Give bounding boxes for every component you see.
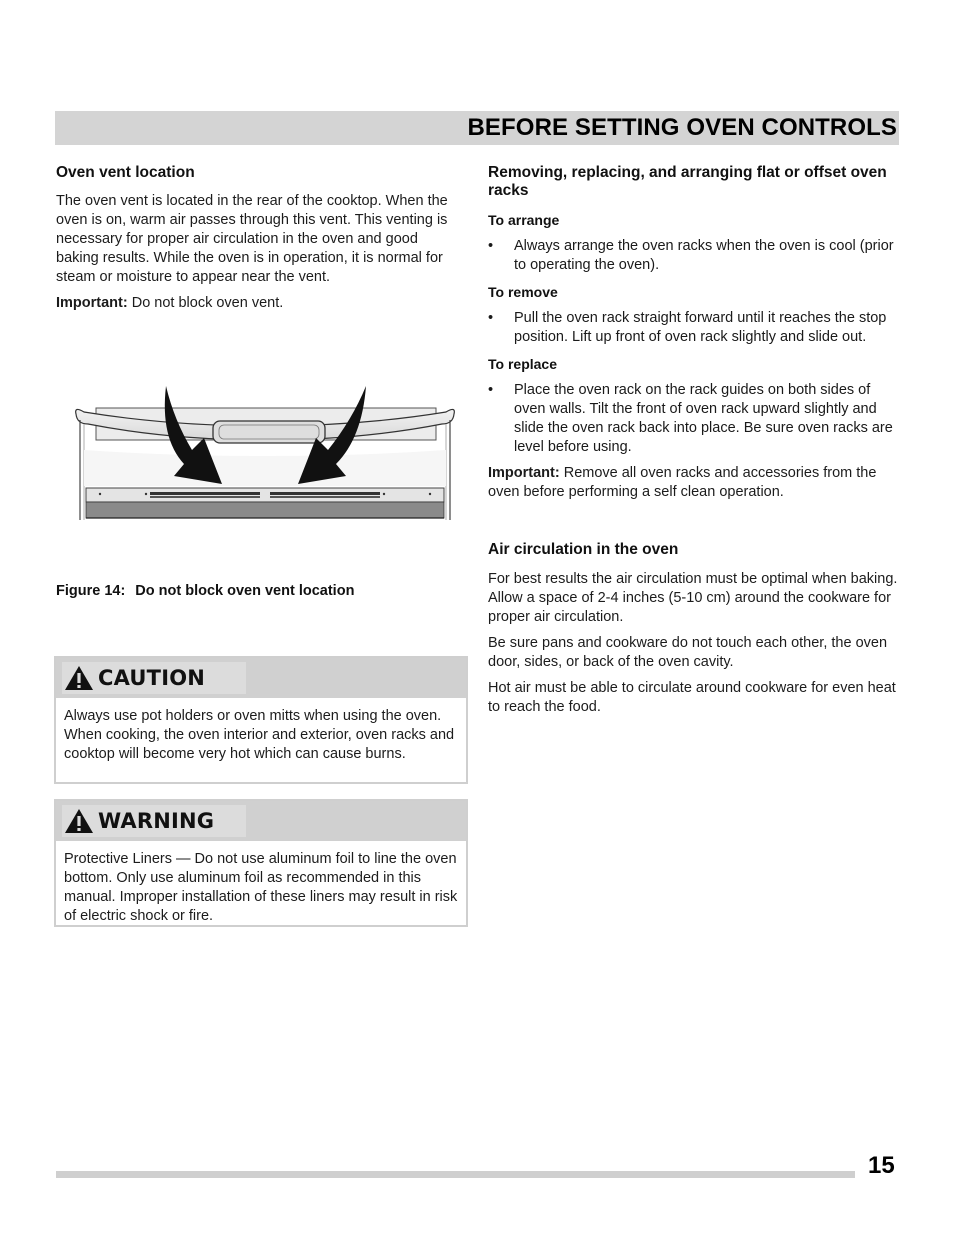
figure-caption <box>56 583 354 599</box>
important-label: Important: <box>56 295 128 311</box>
vent-important <box>56 294 464 313</box>
replace-bullet <box>488 381 898 457</box>
air-heading: Air circulation in the oven <box>488 541 679 558</box>
page-number: 15 <box>868 1152 895 1179</box>
bullet-dot: • <box>488 310 494 326</box>
air-paragraph-3: Hot air must be able to circulate around cookware for even heat to reach the food. <box>488 680 896 715</box>
warning-box <box>54 799 468 927</box>
racks-important <box>488 464 898 502</box>
header-bar <box>55 111 899 145</box>
arrange-bullet <box>488 237 898 275</box>
warning-text: Protective Liners — Do not use aluminum foil to line the oven bottom. Only use aluminum foil as recommended in this manual. Improper installation of these liners may result in risk of electric shock or fire. <box>64 851 458 924</box>
vent-paragraph: The oven vent is located in the rear of the cooktop. When the oven is on, warm air passes through this vent. This venting is necessary for proper air circulation in the oven and good baking results. While the oven is in operation, it is normal for steam or moisture to appear near the vent. <box>56 193 448 285</box>
caution-text: Always use pot holders or oven mitts when using the oven. When cooking, the oven interior and exterior, oven racks and cooktop will become very hot which can cause burns. <box>64 708 455 762</box>
remove-bullet <box>488 309 898 347</box>
figure-caption-text: Do not block oven vent location <box>135 583 355 599</box>
display-window <box>213 421 325 443</box>
vent-heading: Oven vent location <box>56 164 195 181</box>
remove-heading: To remove <box>488 284 558 300</box>
footer-bar <box>56 1171 855 1178</box>
racks-heading: Removing, replacing, and arranging flat or offset oven racks <box>488 164 887 199</box>
figure-label: Figure 14: <box>56 583 126 599</box>
right-column <box>488 164 898 717</box>
warning-triangle-icon <box>64 808 94 834</box>
important-text: Remove all oven racks and accessories from the oven before performing a self clean operation. <box>488 465 877 500</box>
bullet-dot: • <box>488 238 494 254</box>
warning-header <box>56 801 466 841</box>
replace-text: Place the oven rack on the rack guides on both sides of oven walls. Tilt the front of oven rack upward slightly and slide the oven rack back into place. Be sure oven racks are level before using. <box>514 382 893 455</box>
air-paragraph-2: Be sure pans and cookware do not touch each other, the oven door, sides, or back of the oven cavity. <box>488 635 888 670</box>
warning-triangle-icon <box>64 665 94 691</box>
important-label: Important: <box>488 465 560 481</box>
bullet-dot: • <box>488 382 494 398</box>
caution-header <box>56 658 466 698</box>
warning-word: WARNING <box>98 809 215 833</box>
air-paragraph-1: For best results the air circulation must be optimal when baking. Allow a space of 2-4 inches (5-10 cm) around the cookware for proper air circulation. <box>488 571 898 625</box>
remove-text: Pull the oven rack straight forward until it reaches the stop position. Lift up front of oven rack slightly and slide out. <box>514 310 887 345</box>
important-text: Do not block oven vent. <box>127 295 284 311</box>
page-title: BEFORE SETTING OVEN CONTROLS <box>467 114 897 141</box>
caution-box <box>54 656 468 784</box>
caution-word: CAUTION <box>98 666 206 690</box>
oven-vent-figure <box>70 380 460 525</box>
left-column <box>56 164 464 313</box>
warning-tag <box>62 805 246 837</box>
arrange-text: Always arrange the oven racks when the oven is cool (prior to operating the oven). <box>514 238 894 273</box>
caution-tag <box>62 662 246 694</box>
vent-strip <box>86 488 444 502</box>
arrange-heading: To arrange <box>488 212 560 228</box>
replace-heading: To replace <box>488 356 557 372</box>
